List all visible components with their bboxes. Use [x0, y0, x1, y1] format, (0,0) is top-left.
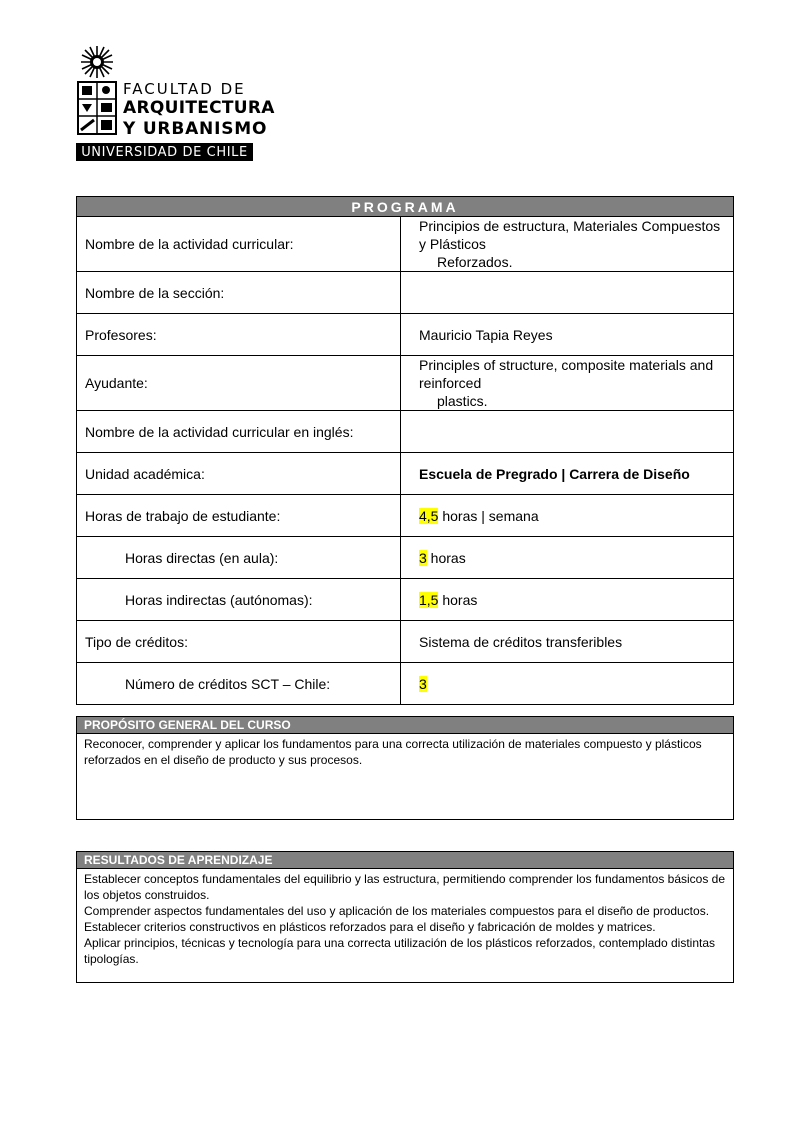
table-row	[77, 453, 734, 495]
row-label: Tipo de créditos:	[77, 621, 401, 663]
row-label: Profesores:	[77, 314, 401, 356]
value-line: Principios de estructura, Materiales Compuestos y Plásticos	[419, 218, 721, 252]
highlighted-number: 3	[419, 675, 427, 692]
proposito-text: Reconocer, comprender y aplicar los fundamentos para una correcta utilización de materiales compuesto y plásticos reforzados en el diseño de producto y sus procesos.	[84, 737, 702, 767]
table-row	[77, 217, 734, 272]
row-value	[401, 272, 734, 314]
row-label: Unidad académica:	[77, 453, 401, 495]
table-row	[77, 356, 734, 411]
resultados-section	[76, 851, 734, 983]
row-label: Horas de trabajo de estudiante:	[77, 495, 401, 537]
row-value	[401, 537, 734, 579]
proposito-header: PROPÓSITO GENERAL DEL CURSO	[77, 717, 733, 734]
row-value	[401, 495, 734, 537]
logo-line-urbanismo: Y URBANISMO	[123, 119, 268, 139]
value-line: Reforzados.	[437, 254, 513, 270]
logo-university-bar: UNIVERSIDAD DE CHILE	[76, 143, 253, 161]
row-label: Ayudante:	[77, 356, 401, 411]
row-value: Mauricio Tapia Reyes	[401, 314, 734, 356]
logo-line-arquitectura: ARQUITECTURA	[123, 98, 275, 118]
highlighted-number: 3	[419, 549, 427, 566]
table-row	[77, 579, 734, 621]
list-item: Comprender aspectos fundamentales del uso y aplicación de los materiales compuestos para el diseño de productos.	[84, 904, 710, 918]
list-item: Establecer conceptos fundamentales del equilibrio y las estructura, permitiendo comprender los fundamentos básicos de los objetos construidos.	[84, 872, 726, 902]
table-row	[77, 663, 734, 705]
value-suffix: horas	[426, 549, 466, 566]
value-line: plastics.	[437, 393, 488, 409]
table-row	[77, 272, 734, 314]
row-value: Escuela de Pregrado | Carrera de Diseño	[401, 453, 734, 495]
university-emblem-icon	[76, 44, 118, 136]
programa-table	[76, 196, 734, 705]
proposito-section	[76, 716, 734, 820]
row-label: Horas indirectas (autónomas):	[77, 579, 401, 621]
table-row	[77, 537, 734, 579]
row-label: Nombre de la actividad curricular:	[77, 217, 401, 272]
row-value	[401, 217, 734, 272]
list-item: Aplicar principios, técnicas y tecnología para una correcta utilización de los plásticos reforzados, contemplado distintas tipologías.	[84, 936, 715, 966]
highlighted-number: 1,5	[419, 591, 439, 608]
row-value	[401, 579, 734, 621]
logo-line-facultad: FACULTAD DE	[123, 80, 246, 98]
row-value	[401, 663, 734, 705]
resultados-list	[77, 869, 733, 969]
highlighted-number: 4,5	[419, 507, 439, 524]
programa-header: PROGRAMA	[77, 197, 734, 217]
row-label: Nombre de la actividad curricular en inglés:	[77, 411, 401, 453]
table-row	[77, 411, 734, 453]
value-suffix: horas	[438, 591, 478, 608]
row-label: Horas directas (en aula):	[77, 537, 401, 579]
faculty-logo	[76, 44, 275, 164]
row-label: Nombre de la sección:	[77, 272, 401, 314]
row-value	[401, 356, 734, 411]
value-suffix: horas | semana	[438, 507, 539, 524]
table-row	[77, 621, 734, 663]
resultados-header: RESULTADOS DE APRENDIZAJE	[77, 852, 733, 869]
row-value	[401, 411, 734, 453]
table-row	[77, 314, 734, 356]
row-value: Sistema de créditos transferibles	[401, 621, 734, 663]
value-line: Principles of structure, composite materials and reinforced	[419, 357, 714, 391]
list-item: Establecer criterios constructivos en plásticos reforzados para el diseño y fabricación de moldes y matrices.	[84, 920, 656, 934]
table-row	[77, 495, 734, 537]
row-label: Número de créditos SCT – Chile:	[77, 663, 401, 705]
